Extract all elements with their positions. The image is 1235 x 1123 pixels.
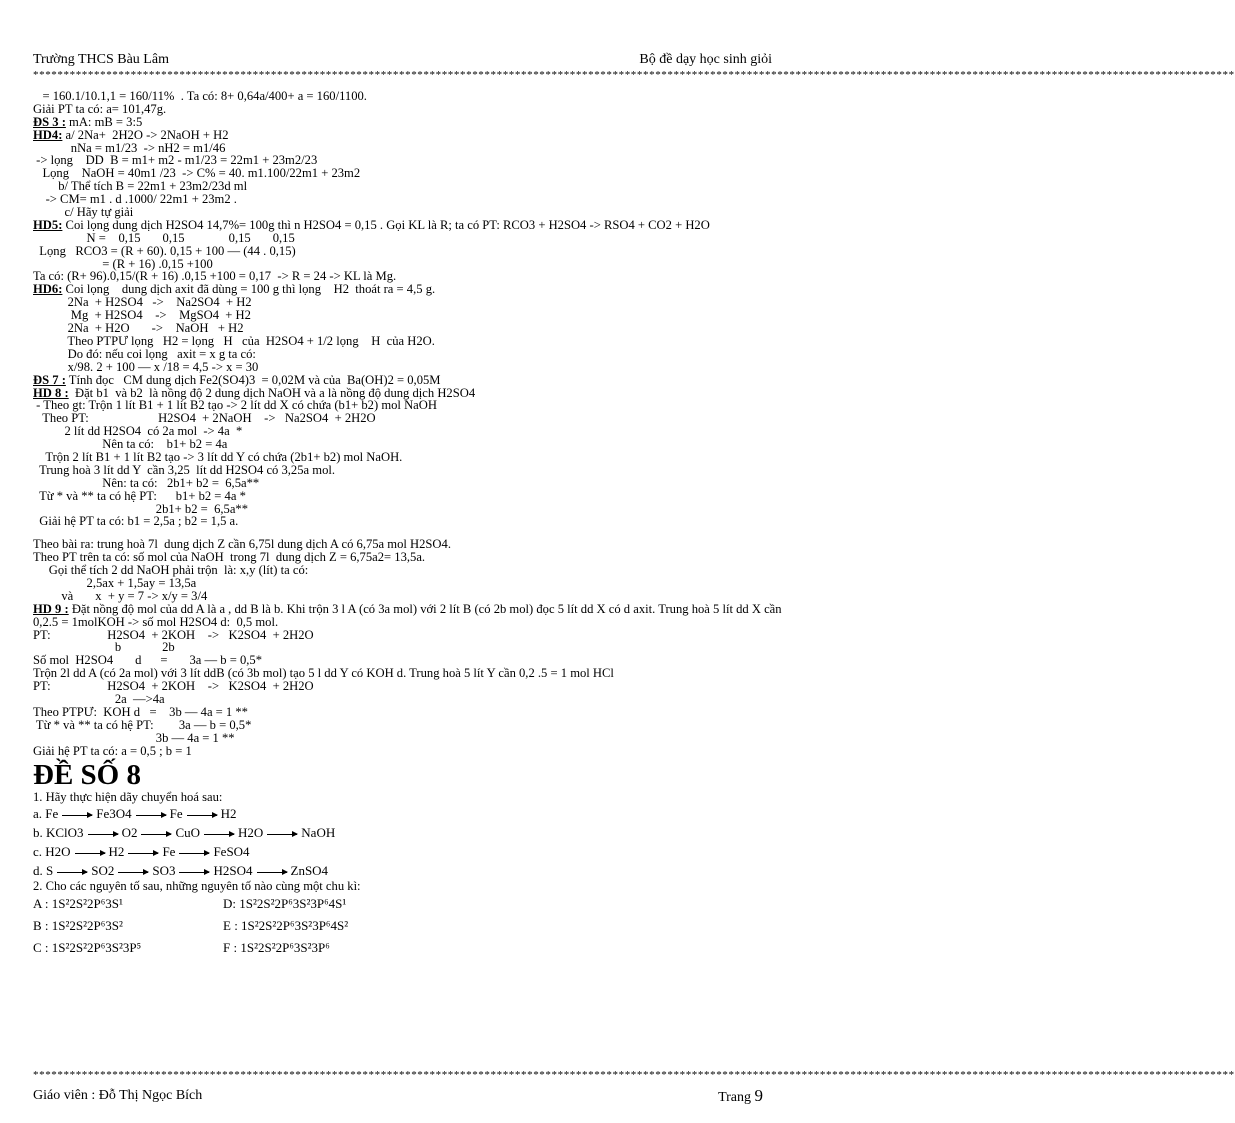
text-line: Ta có: (R+ 96).0,15/(R + 16) .0,15 +100 = 0,17 -> R = 24 -> KL là Mg. bbox=[33, 269, 397, 284]
text-line: 2a —>4a bbox=[33, 692, 165, 707]
text-line: N = 0,15 0,15 0,15 0,15 bbox=[33, 230, 295, 245]
text-line: -> lọng DD B = m1+ m2 - m1/23 = 22m1 + 23m2/23 bbox=[33, 153, 318, 168]
answer-ds3: ĐS 3 : mA: mB = 3:5 bbox=[33, 114, 143, 129]
text-line: Theo PTPƯ lọng H2 = lọng H của H2SO4 + 1/2 lọng H của H2O. bbox=[33, 333, 435, 348]
reaction-chains bbox=[33, 804, 791, 880]
arrow-icon bbox=[118, 872, 148, 873]
text-line: 3b — 4a = 1 ** bbox=[33, 730, 235, 745]
text-line: b 2b bbox=[33, 640, 175, 655]
text-line: 2b1+ b2 = 6,5a** bbox=[33, 501, 248, 516]
text-line: Lọng RCO3 = (R + 60). 0,15 + 100 — (44 . 0,15) bbox=[33, 243, 296, 258]
arrow-icon bbox=[57, 872, 87, 873]
chemical-species: O2 bbox=[121, 825, 138, 841]
text-line: Theo PT: H2SO4 + 2NaOH -> Na2SO4 + 2H2O bbox=[33, 411, 376, 426]
text-line: 2,5ax + 1,5ay = 13,5a bbox=[33, 575, 197, 590]
reaction-chain bbox=[33, 823, 791, 842]
star-divider-top: ***************************************************************************************************************************************************************************************************** bbox=[33, 69, 1235, 81]
label-hd9: HD 9 : bbox=[33, 601, 69, 616]
chemical-species: FeSO4 bbox=[213, 844, 250, 860]
electron-configs bbox=[33, 893, 791, 959]
answer-hd4: HD4: a/ 2Na+ 2H2O -> 2NaOH + H2 bbox=[33, 127, 229, 142]
text-line: Theo PTPƯ: KOH d = 3b — 4a = 1 ** bbox=[33, 704, 248, 719]
label-hd4: HD4: bbox=[33, 127, 63, 142]
reaction-chain bbox=[33, 842, 791, 861]
text-line: x/98. 2 + 100 — x /18 = 4,5 -> x = 30 bbox=[33, 359, 259, 374]
element-config: B : 1S²2S²2P⁶3S² bbox=[33, 918, 123, 934]
chemical-species: a. Fe bbox=[33, 806, 59, 822]
page-content bbox=[33, 90, 791, 959]
config-row bbox=[33, 915, 791, 937]
chemical-species: NaOH bbox=[301, 825, 336, 841]
text-line: = 160.1/10.1,1 = 160/11% . Ta có: 8+ 0,64a/400+ a = 160/1100. bbox=[33, 89, 367, 103]
text-line: c/ Hãy tự giải bbox=[33, 205, 134, 220]
arrow-icon bbox=[267, 834, 297, 835]
text-line: Lọng NaOH = 40m1 /23 -> C% = 40. m1.100/22m1 + 23m2 bbox=[33, 166, 361, 181]
text-line: = (R + 16) .0,15 +100 bbox=[33, 256, 213, 271]
element-config: C : 1S²2S²2P⁶3S²3P⁵ bbox=[33, 940, 142, 956]
text-line: 2Na + H2O -> NaOH + H2 bbox=[33, 321, 244, 336]
chemical-species: b. KClO3 bbox=[33, 825, 84, 841]
arrow-icon bbox=[179, 872, 209, 873]
label-ds3: ĐS 3 : bbox=[33, 114, 66, 129]
text-line: - Theo gt: Trộn 1 lít B1 + 1 lít B2 tạo -> 2 lít dd X có chứa (b1+ b2) mol NaOH bbox=[33, 398, 437, 413]
text-line: -> CM= m1 . d .1000/ 22m1 + 23m2 . bbox=[33, 192, 237, 207]
element-config: E : 1S²2S²2P⁶3S²3P⁶4S² bbox=[223, 918, 349, 934]
arrow-icon bbox=[187, 815, 217, 816]
label-hd6: HD6: bbox=[33, 282, 63, 297]
text-line: Mg + H2SO4 -> MgSO4 + H2 bbox=[33, 308, 251, 323]
element-config: F : 1S²2S²2P⁶3S²3P⁶ bbox=[223, 940, 330, 956]
text-line: Theo PT trên ta có: số mol của NaOH trong 7l dung dịch Z = 6,75a2= 13,5a. bbox=[33, 550, 426, 565]
answer-hd5: HD5: Coi lọng dung dịch H2SO4 14,7%= 100g thì n H2SO4 = 0,15 . Gọi KL là R; ta có PT: RCO3 + H2SO4 -> RSO4 + CO2 + H2O bbox=[33, 217, 710, 232]
text-line: Giải hệ PT ta có: b1 = 2,5a ; b2 = 1,5 a. bbox=[33, 514, 239, 529]
element-config: A : 1S²2S²2P⁶3S¹ bbox=[33, 896, 123, 912]
text-line: Trộn 2 lít B1 + 1 lít B2 tạo -> 3 lít dd Y có chứa (2b1+ b2) mol NaOH. bbox=[33, 449, 403, 464]
footer-page: Trang 9 bbox=[718, 1086, 763, 1105]
text-line: Giải PT ta có: a= 101,47g. bbox=[33, 101, 167, 116]
arrow-icon bbox=[204, 834, 234, 835]
chemical-species: SO2 bbox=[91, 863, 115, 879]
arrow-icon bbox=[62, 815, 92, 816]
text-line: Theo bài ra: trung hoà 7l dung dịch Z cần 6,75l dung dịch A có 6,75a mol H2SO4. bbox=[33, 537, 451, 552]
question-1: 1. Hãy thực hiện dãy chuyển hoá sau: bbox=[33, 790, 223, 805]
header-title: Bộ đề dạy học sinh giỏi bbox=[639, 52, 772, 67]
answer-hd8: HD 8 : Đặt b1 và b2 là nồng độ 2 dung dịch NaOH và a là nồng độ dung dịch H2SO4 bbox=[33, 385, 476, 400]
page-number: 9 bbox=[754, 1086, 763, 1105]
text-line: Trung hoà 3 lít dd Y cần 3,25 lít dd H2SO4 có 3,25a mol. bbox=[33, 462, 336, 477]
label-hd8: HD 8 : bbox=[33, 385, 69, 400]
arrow-icon bbox=[179, 853, 209, 854]
chemical-species: ZnSO4 bbox=[290, 863, 329, 879]
text-line: 2 lít dd H2SO4 có 2a mol -> 4a * bbox=[33, 424, 243, 439]
chemical-species: SO3 bbox=[152, 863, 176, 879]
label-ds7: ĐS 7 : bbox=[33, 372, 66, 387]
answer-hd9: HD 9 : Đặt nồng độ mol của dd A là a , dd B là b. Khi trộn 3 l A (có 3a mol) với 2 lít B (có 2b mol) đọc 5 lít dd X có d axit. Trung hoà 5 lít dd X cần bbox=[33, 601, 782, 616]
section-title: ĐỀ SỐ 8 bbox=[33, 759, 141, 792]
text-line: Do đó: nếu coi lọng axit = x g ta có: bbox=[33, 346, 256, 361]
text-line: Từ * và ** ta có hệ PT: b1+ b2 = 4a * bbox=[33, 488, 246, 503]
chemical-species: H2SO4 bbox=[213, 863, 253, 879]
text-line: Số mol H2SO4 d = 3a — b = 0,5* bbox=[33, 653, 263, 668]
arrow-icon bbox=[128, 853, 158, 854]
text-line: Nên: ta có: 2b1+ b2 = 6,5a** bbox=[33, 475, 260, 490]
answer-ds7: ĐS 7 : Tính đọc CM dung dịch Fe2(SO4)3 = 0,02M và của Ba(OH)2 = 0,05M bbox=[33, 372, 441, 387]
text-line: và x + y = 7 -> x/y = 3/4 bbox=[33, 588, 208, 603]
text-line: Gọi thể tích 2 dd NaOH phải trộn là: x,y (lít) ta có: bbox=[33, 563, 309, 578]
star-divider-bottom: ***************************************************************************************************************************************************************************************************** bbox=[33, 1069, 1235, 1081]
reaction-chain bbox=[33, 804, 791, 823]
header-school: Trường THCS Bàu Lâm bbox=[33, 52, 169, 67]
chemical-species: d. S bbox=[33, 863, 54, 879]
footer-teacher: Giáo viên : Đỗ Thị Ngọc Bích bbox=[33, 1088, 203, 1103]
chemical-species: H2 bbox=[220, 806, 237, 822]
arrow-icon bbox=[141, 834, 171, 835]
text-line: PT: H2SO4 + 2KOH -> K2SO4 + 2H2O bbox=[33, 679, 314, 694]
text-line: 0,2.5 = 1molKOH -> số mol H2SO4 d: 0,5 mol. bbox=[33, 614, 279, 629]
text-line: nNa = m1/23 -> nH2 = m1/46 bbox=[33, 140, 226, 155]
chemical-species: Fe bbox=[169, 806, 183, 822]
reaction-chain bbox=[33, 861, 791, 880]
chemical-species: H2 bbox=[108, 844, 125, 860]
chemical-species: CuO bbox=[175, 825, 201, 841]
label-hd5: HD5: bbox=[33, 217, 63, 232]
text-line: Nên ta có: b1+ b2 = 4a bbox=[33, 437, 228, 452]
text-line: Từ * và ** ta có hệ PT: 3a — b = 0,5* bbox=[33, 717, 252, 732]
chemical-species: H2O bbox=[238, 825, 264, 841]
config-row bbox=[33, 893, 791, 915]
text-line: Giải hệ PT ta có: a = 0,5 ; b = 1 bbox=[33, 743, 192, 758]
element-config: D: 1S²2S²2P⁶3S²3P⁶4S¹ bbox=[223, 896, 347, 912]
chemical-species: c. H2O bbox=[33, 844, 71, 860]
text-line: PT: H2SO4 + 2KOH -> K2SO4 + 2H2O bbox=[33, 627, 314, 642]
chemical-species: Fe3O4 bbox=[96, 806, 132, 822]
arrow-icon bbox=[88, 834, 118, 835]
arrow-icon bbox=[75, 853, 105, 854]
chemical-species: Fe bbox=[162, 844, 176, 860]
text-line: 2Na + H2SO4 -> Na2SO4 + H2 bbox=[33, 295, 252, 310]
text-line: b/ Thể tích B = 22m1 + 23m2/23d ml bbox=[33, 179, 248, 194]
config-row bbox=[33, 937, 791, 959]
text-line: Trộn 2l dd A (có 2a mol) với 3 lít ddB (có 3b mol) tạo 5 l dd Y có KOH d. Trung hoà 5 lít Y cần 0,2 .5 = 1 mol HCl bbox=[33, 666, 614, 681]
answer-hd6: HD6: Coi lọng dung dịch axit đã dùng = 100 g thì lọng H2 thoát ra = 4,5 g. bbox=[33, 282, 436, 297]
arrow-icon bbox=[136, 815, 166, 816]
question-2: 2. Cho các nguyên tố sau, những nguyên tố nào cùng một chu kì: bbox=[33, 879, 361, 894]
arrow-icon bbox=[257, 872, 287, 873]
